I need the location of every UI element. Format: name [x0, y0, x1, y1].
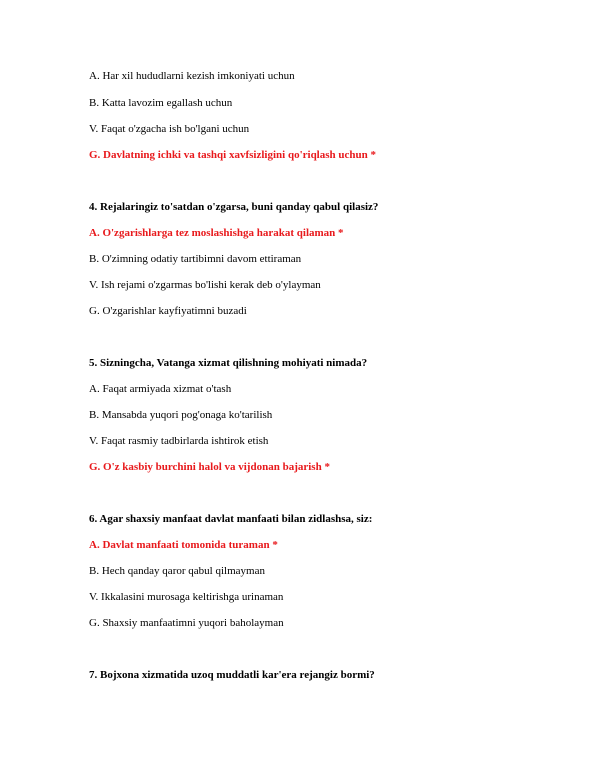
- q3-option-a: A. Har xil hududlarni kezish imkoniyati uchun: [89, 70, 295, 82]
- q6-option-a-correct: A. Davlat manfaati tomonida turaman *: [89, 539, 278, 551]
- q6-option-b: B. Hech qanday qaror qabul qilmayman: [89, 565, 265, 577]
- q3-option-v: V. Faqat o'zgacha ish bo'lgani uchun: [89, 123, 250, 135]
- question-7-title: 7. Bojxona xizmatida uzoq muddatli kar'era rejangiz bormi?: [89, 669, 375, 681]
- q5-option-g-correct: G. O'z kasbiy burchini halol va vijdonan bajarish *: [89, 461, 330, 473]
- q5-option-b: B. Mansabda yuqori pog'onaga ko'tarilish: [89, 409, 273, 421]
- q5-option-v: V. Faqat rasmiy tadbirlarda ishtirok etish: [89, 435, 269, 447]
- q4-option-a-correct: A. O'zgarishlarga tez moslashishga harakat qilaman *: [89, 227, 344, 239]
- q6-option-v: V. Ikkalasini murosaga keltirishga urinaman: [89, 591, 284, 603]
- q3-option-b: B. Katta lavozim egallash uchun: [89, 97, 233, 109]
- q4-option-g: G. O'zgarishlar kayfiyatimni buzadi: [89, 305, 247, 317]
- question-4-title: 4. Rejalaringiz to'satdan o'zgarsa, buni qanday qabul qilasiz?: [89, 201, 379, 213]
- q6-option-g: G. Shaxsiy manfaatimni yuqori baholayman: [89, 617, 284, 629]
- q5-option-a: A. Faqat armiyada xizmat o'tash: [89, 383, 232, 395]
- question-5-title: 5. Sizningcha, Vatanga xizmat qilishning mohiyati nimada?: [89, 357, 368, 369]
- q3-option-g-correct: G. Davlatning ichki va tashqi xavfsizligini qo'riqlash uchun *: [89, 149, 376, 161]
- question-6-title: 6. Agar shaxsiy manfaat davlat manfaati bilan zidlashsa, siz:: [89, 513, 373, 525]
- q4-option-b: B. O'zimning odatiy tartibimni davom ettiraman: [89, 253, 302, 265]
- q4-option-v: V. Ish rejami o'zgarmas bo'lishi kerak deb o'ylayman: [89, 279, 321, 291]
